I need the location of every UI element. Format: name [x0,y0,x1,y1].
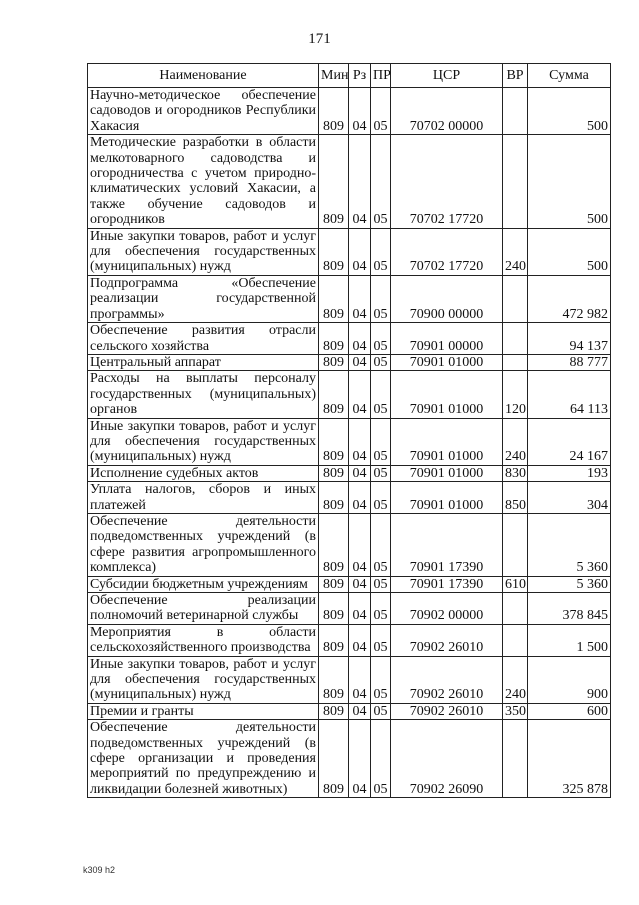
cell-pr: 05 [371,371,391,418]
cell-pr: 05 [371,275,391,322]
header-csr: ЦСР [391,64,503,88]
cell-sum: 1 500 [528,624,611,656]
cell-rz: 04 [349,624,371,656]
cell-pr: 05 [371,323,391,355]
cell-csr: 70702 17720 [391,228,503,275]
cell-rz: 04 [349,720,371,798]
cell-min: 809 [319,720,349,798]
cell-vr: 610 [503,576,528,592]
cell-min: 809 [319,576,349,592]
cell-rz: 04 [349,88,371,135]
cell-name: Иные закупки товаров, работ и услуг для обеспечения государственных (муниципальных) нужд [88,418,319,465]
cell-name: Расходы на выплаты персоналу государственных (муниципальных) органов [88,371,319,418]
cell-name: Иные закупки товаров, работ и услуг для обеспечения государственных (муниципальных) нужд [88,228,319,275]
cell-pr: 05 [371,656,391,703]
cell-vr [503,513,528,576]
cell-rz: 04 [349,513,371,576]
cell-csr: 70901 17390 [391,513,503,576]
cell-vr: 350 [503,703,528,719]
cell-pr: 05 [371,624,391,656]
cell-name: Обеспечение развития отрасли сельского хозяйства [88,323,319,355]
cell-sum: 472 982 [528,275,611,322]
cell-name: Уплата налогов, сборов и иных платежей [88,482,319,514]
cell-csr: 70702 17720 [391,135,503,228]
cell-csr: 70902 26010 [391,624,503,656]
cell-rz: 04 [349,135,371,228]
cell-sum: 378 845 [528,593,611,625]
cell-csr: 70901 01000 [391,371,503,418]
header-name: Наименование [88,64,319,88]
table-row [88,228,611,275]
cell-rz: 04 [349,418,371,465]
cell-name: Обеспечение деятельности подведомственных учреждений (в сфере организации и проведения мероприятий по предупреждению и ликвидации болезней животных) [88,720,319,798]
cell-vr: 120 [503,371,528,418]
table-row [88,513,611,576]
cell-sum: 600 [528,703,611,719]
cell-name: Обеспечение реализации полномочий ветеринарной службы [88,593,319,625]
cell-vr: 240 [503,228,528,275]
cell-min: 809 [319,656,349,703]
cell-rz: 04 [349,482,371,514]
cell-pr: 05 [371,228,391,275]
cell-vr: 850 [503,482,528,514]
cell-min: 809 [319,624,349,656]
cell-vr [503,720,528,798]
cell-pr: 05 [371,720,391,798]
table-body [88,88,611,798]
cell-csr: 70902 00000 [391,593,503,625]
cell-csr: 70900 00000 [391,275,503,322]
cell-pr: 05 [371,593,391,625]
cell-min: 809 [319,323,349,355]
cell-csr: 70901 01000 [391,354,503,370]
cell-vr [503,88,528,135]
cell-vr [503,135,528,228]
cell-name: Иные закупки товаров, работ и услуг для обеспечения государственных (муниципальных) нужд [88,656,319,703]
cell-sum: 24 167 [528,418,611,465]
header-min: Мин [319,64,349,88]
cell-rz: 04 [349,576,371,592]
footer-code: k309 h2 [83,865,116,875]
header-sum: Сумма [528,64,611,88]
cell-sum: 500 [528,228,611,275]
cell-csr: 70901 00000 [391,323,503,355]
cell-rz: 04 [349,656,371,703]
cell-sum: 64 113 [528,371,611,418]
cell-csr: 70901 01000 [391,465,503,481]
cell-rz: 04 [349,275,371,322]
table-row [88,703,611,719]
cell-sum: 5 360 [528,513,611,576]
header-pr: ПР [371,64,391,88]
cell-pr: 05 [371,354,391,370]
cell-min: 809 [319,135,349,228]
table-row [88,275,611,322]
cell-min: 809 [319,418,349,465]
header-rz: Рз [349,64,371,88]
cell-pr: 05 [371,576,391,592]
cell-min: 809 [319,275,349,322]
table-row [88,576,611,592]
cell-csr: 70902 26010 [391,703,503,719]
cell-rz: 04 [349,371,371,418]
table-row [88,593,611,625]
cell-name: Субсидии бюджетным учреждениям [88,576,319,592]
cell-rz: 04 [349,354,371,370]
cell-sum: 500 [528,135,611,228]
cell-csr: 70902 26090 [391,720,503,798]
page-number: 171 [308,31,331,47]
cell-sum: 88 777 [528,354,611,370]
cell-rz: 04 [349,228,371,275]
cell-vr: 240 [503,418,528,465]
cell-pr: 05 [371,703,391,719]
table-row [88,354,611,370]
table-row [88,656,611,703]
cell-sum: 5 360 [528,576,611,592]
cell-min: 809 [319,593,349,625]
table-row [88,135,611,228]
cell-pr: 05 [371,418,391,465]
table-row [88,482,611,514]
cell-vr [503,354,528,370]
cell-name: Премии и гранты [88,703,319,719]
cell-csr: 70901 01000 [391,482,503,514]
cell-csr: 70901 17390 [391,576,503,592]
table-row [88,624,611,656]
cell-min: 809 [319,228,349,275]
cell-vr [503,323,528,355]
cell-sum: 325 878 [528,720,611,798]
cell-min: 809 [319,354,349,370]
table-row [88,465,611,481]
table-header-row [88,64,611,88]
cell-rz: 04 [349,465,371,481]
table-row [88,323,611,355]
table-row [88,418,611,465]
cell-name: Центральный аппарат [88,354,319,370]
cell-name: Исполнение судебных актов [88,465,319,481]
cell-name: Обеспечение деятельности подведомственных учреждений (в сфере развития агропромышленного комплекса) [88,513,319,576]
cell-csr: 70901 01000 [391,418,503,465]
cell-pr: 05 [371,465,391,481]
cell-sum: 94 137 [528,323,611,355]
cell-name: Научно-методическое обеспечение садоводов и огородников Республики Хакасия [88,88,319,135]
budget-table [87,63,611,798]
cell-csr: 70702 00000 [391,88,503,135]
cell-sum: 304 [528,482,611,514]
cell-rz: 04 [349,593,371,625]
table-row [88,88,611,135]
cell-vr [503,593,528,625]
cell-name: Мероприятия в области сельскохозяйственного производства [88,624,319,656]
cell-vr: 240 [503,656,528,703]
cell-name: Подпрограмма «Обеспечение реализации государственной программы» [88,275,319,322]
cell-sum: 900 [528,656,611,703]
cell-pr: 05 [371,513,391,576]
cell-min: 809 [319,88,349,135]
cell-min: 809 [319,513,349,576]
cell-name: Методические разработки в области мелкотоварного садоводства и огородничества с учетом природно-климатических условий Хакасии, а также обучение садоводов и огородников [88,135,319,228]
cell-sum: 500 [528,88,611,135]
cell-min: 809 [319,371,349,418]
cell-pr: 05 [371,88,391,135]
cell-min: 809 [319,465,349,481]
table-row [88,720,611,798]
cell-vr: 830 [503,465,528,481]
cell-pr: 05 [371,482,391,514]
cell-sum: 193 [528,465,611,481]
cell-rz: 04 [349,703,371,719]
cell-min: 809 [319,482,349,514]
cell-vr [503,624,528,656]
cell-pr: 05 [371,135,391,228]
cell-rz: 04 [349,323,371,355]
cell-min: 809 [319,703,349,719]
cell-vr [503,275,528,322]
header-vr: ВР [503,64,528,88]
cell-csr: 70902 26010 [391,656,503,703]
table-row [88,371,611,418]
